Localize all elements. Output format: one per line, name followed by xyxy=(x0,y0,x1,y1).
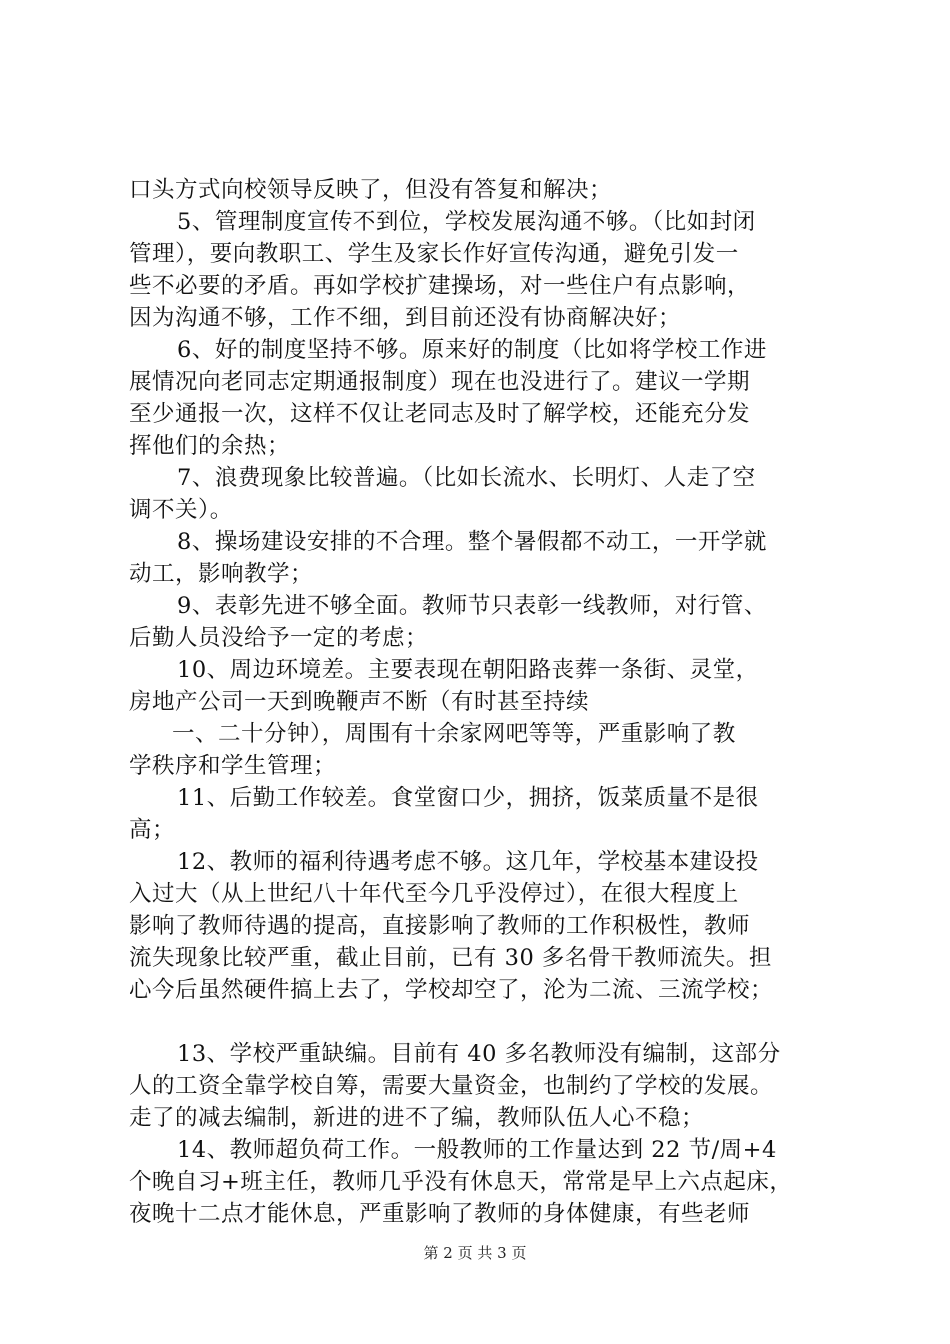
page-number-footer: 第 2 页 共 3 页 xyxy=(423,1244,527,1262)
text-line: 走了的减去编制，新进的进不了编，教师队伍人心不稳； xyxy=(129,1105,705,1131)
text-line: 夜晚十二点才能休息，严重影响了教师的身体健康，有些老师 xyxy=(129,1201,751,1227)
text-line: 入过大（从上世纪八十年代至今几乎没停过），在很大程度上 xyxy=(129,881,739,907)
text-line: 房地产公司一天到晚鞭声不断（有时甚至持续 xyxy=(129,689,590,715)
text-line: 心今后虽然硬件搞上去了，学校却空了，沦为二流、三流学校； xyxy=(129,977,774,1003)
text-line: 动工，影响教学； xyxy=(129,561,314,587)
text-line: 管理），要向教职工、学生及家长作好宣传沟通，避免引发一 xyxy=(129,241,739,267)
text-line: 些不必要的矛盾。再如学校扩建操场，对一些住户有点影响， xyxy=(129,273,751,299)
text-line: 8、操场建设安排的不合理。整个暑假都不动工，一开学就 xyxy=(177,529,767,555)
text-line: 13、学校严重缺编。目前有 40 多名教师没有编制，这部分 xyxy=(177,1041,781,1067)
text-line: 至少通报一次，这样不仅让老同志及时了解学校，还能充分发 xyxy=(129,401,751,427)
text-line: 挥他们的余热； xyxy=(129,433,291,459)
text-line: 流失现象比较严重，截止目前，已有 30 多名骨干教师流失。担 xyxy=(129,945,772,971)
text-line: 后勤人员没给予一定的考虑； xyxy=(129,625,429,651)
text-line: 口头方式向校领导反映了，但没有答复和解决； xyxy=(129,177,613,203)
text-line: 高； xyxy=(129,817,176,843)
text-line: 10、周边环境差。主要表现在朝阳路丧葬一条街、灵堂， xyxy=(177,657,759,683)
text-line: 个晚自习+班主任，教师几乎没有休息天，常常是早上六点起床， xyxy=(129,1169,793,1195)
text-line: 展情况向老同志定期通报制度）现在也没进行了。建议一学期 xyxy=(129,369,751,395)
text-line: 学秩序和学生管理； xyxy=(129,753,337,779)
text-line: 影响了教师待遇的提高，直接影响了教师的工作积极性，教师 xyxy=(129,913,751,939)
text-line: 因为沟通不够，工作不细，到目前还没有协商解决好； xyxy=(129,305,682,331)
text-line: 9、表彰先进不够全面。教师节只表彰一线教师，对行管、 xyxy=(177,593,767,619)
text-line: 11、后勤工作较差。食堂窗口少，拥挤，饭菜质量不是很 xyxy=(177,785,759,811)
text-line: 一、二十分钟），周围有十余家网吧等等，严重影响了教 xyxy=(172,721,736,747)
text-line: 7、浪费现象比较普遍。（比如长流水、长明灯、人走了空 xyxy=(177,465,756,491)
text-line: 调不关）。 xyxy=(129,497,233,523)
text-line: 人的工资全靠学校自筹，需要大量资金，也制约了学校的发展。 xyxy=(129,1073,774,1099)
text-line: 14、教师超负荷工作。一般教师的工作量达到 22 节/周+4 xyxy=(177,1137,777,1163)
text-line: 12、教师的福利待遇考虑不够。这几年，学校基本建设投 xyxy=(177,849,759,875)
text-line: 5、管理制度宣传不到位，学校发展沟通不够。（比如封闭 xyxy=(177,209,756,235)
text-line: 6、好的制度坚持不够。原来好的制度（比如将学校工作进 xyxy=(177,337,767,363)
